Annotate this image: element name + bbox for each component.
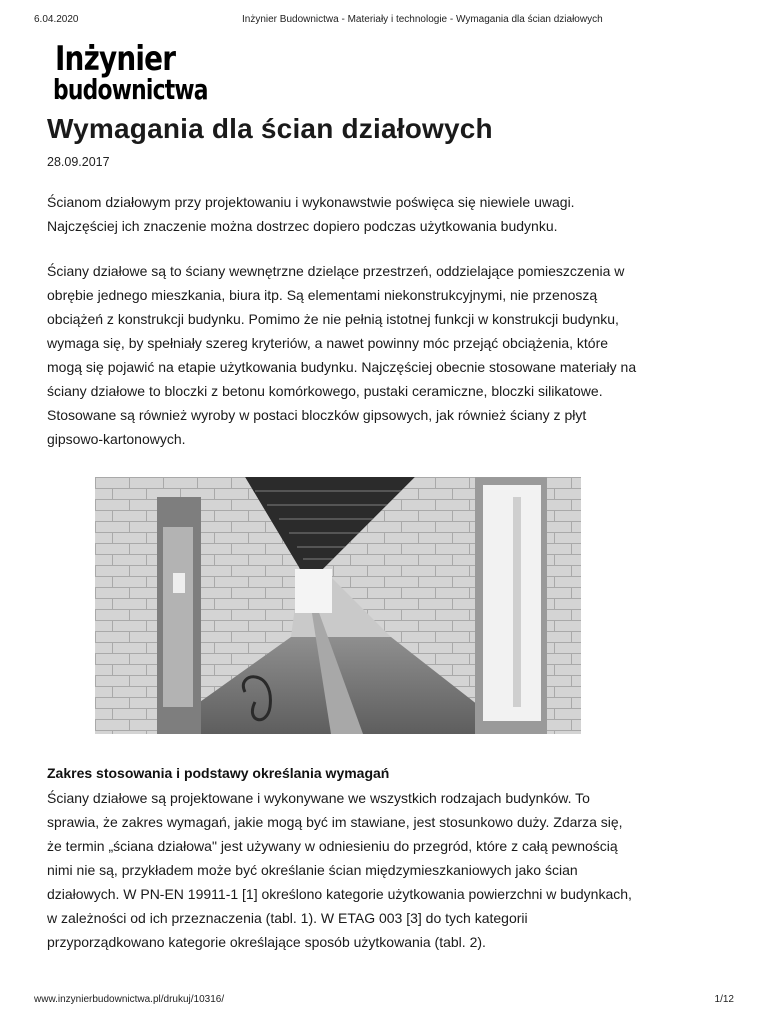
corridor-photo (95, 477, 581, 734)
logo-line-1: Inżynier (55, 39, 176, 79)
section-heading: Zakres stosowania i podstawy określania wymagań (47, 765, 390, 781)
site-logo[interactable] (53, 39, 208, 110)
print-date: 6.04.2020 (34, 14, 79, 25)
source-url[interactable]: www.inzynierbudownictwa.pl/drukuj/10316/ (34, 994, 225, 1005)
logo-line-2: budownictwa (53, 73, 208, 106)
intro-paragraph: Ścianom działowym przy projektowaniu i wykonawstwie poświęca się niewiele uwagi. Najczęściej ich znaczenie można dostrzec dopiero podczas użytkowania budynku. (47, 194, 575, 234)
definition-paragraph: Ściany działowe są to ściany wewnętrzne dzielące przestrzeń, oddzielające pomieszczenia w obrębie jednego mieszkania, biura itp. Są elementami niekonstrukcyjnymi, nie przenoszą obciążeń z konstrukcji budynku. Pomimo że nie pełnią istotnej funkcji w konstrukcji budynku, wymaga się, by spełniały szereg kryteriów, a nawet powinny móc przejąć obciążenia, które mogą się pojawić na etapie użytkowania budynku. Najczęściej obecnie stosowane materiały na ściany działowe to bloczki z betonu komórkowego, pustaki ceramiczne, bloczki silikatowe. Stosowane są również wyroby w postaci bloczków gipsowych, jak również ściany z płyt gipsowo-kartonowych. (47, 263, 637, 447)
article-title: Wymagania dla ścian działowych (47, 113, 493, 144)
scope-paragraph: Ściany działowe są projektowane i wykonywane we wszystkich rodzajach budynków. To sprawia, że zakres wymagań, jakie mogą być im stawiane, jest stosunkowo duży. Zdarza się, że termin „ściana działowa" jest używany w odniesieniu do przegród, które z całą pewnością nimi nie są, przykładem może być określanie ścian międzymieszkaniowych jako ścian działowych. W PN-EN 19911-1 [1] określono kategorie użytkowania powierzchni w budynkach, w zależności od ich przeznaczenia (tabl. 1). W ETAG 003 [3] do tych kategorii przyporządkowano kategorie określające sposób użytkowania (tabl. 2). (47, 790, 632, 950)
print-footer (34, 994, 734, 1008)
print-page-title: Inżynier Budownictwa - Materiały i technologie - Wymagania dla ścian działowych (242, 14, 603, 25)
publication-date: 28.09.2017 (47, 155, 110, 169)
print-header (34, 14, 734, 28)
page-number: 1/12 (714, 994, 734, 1005)
